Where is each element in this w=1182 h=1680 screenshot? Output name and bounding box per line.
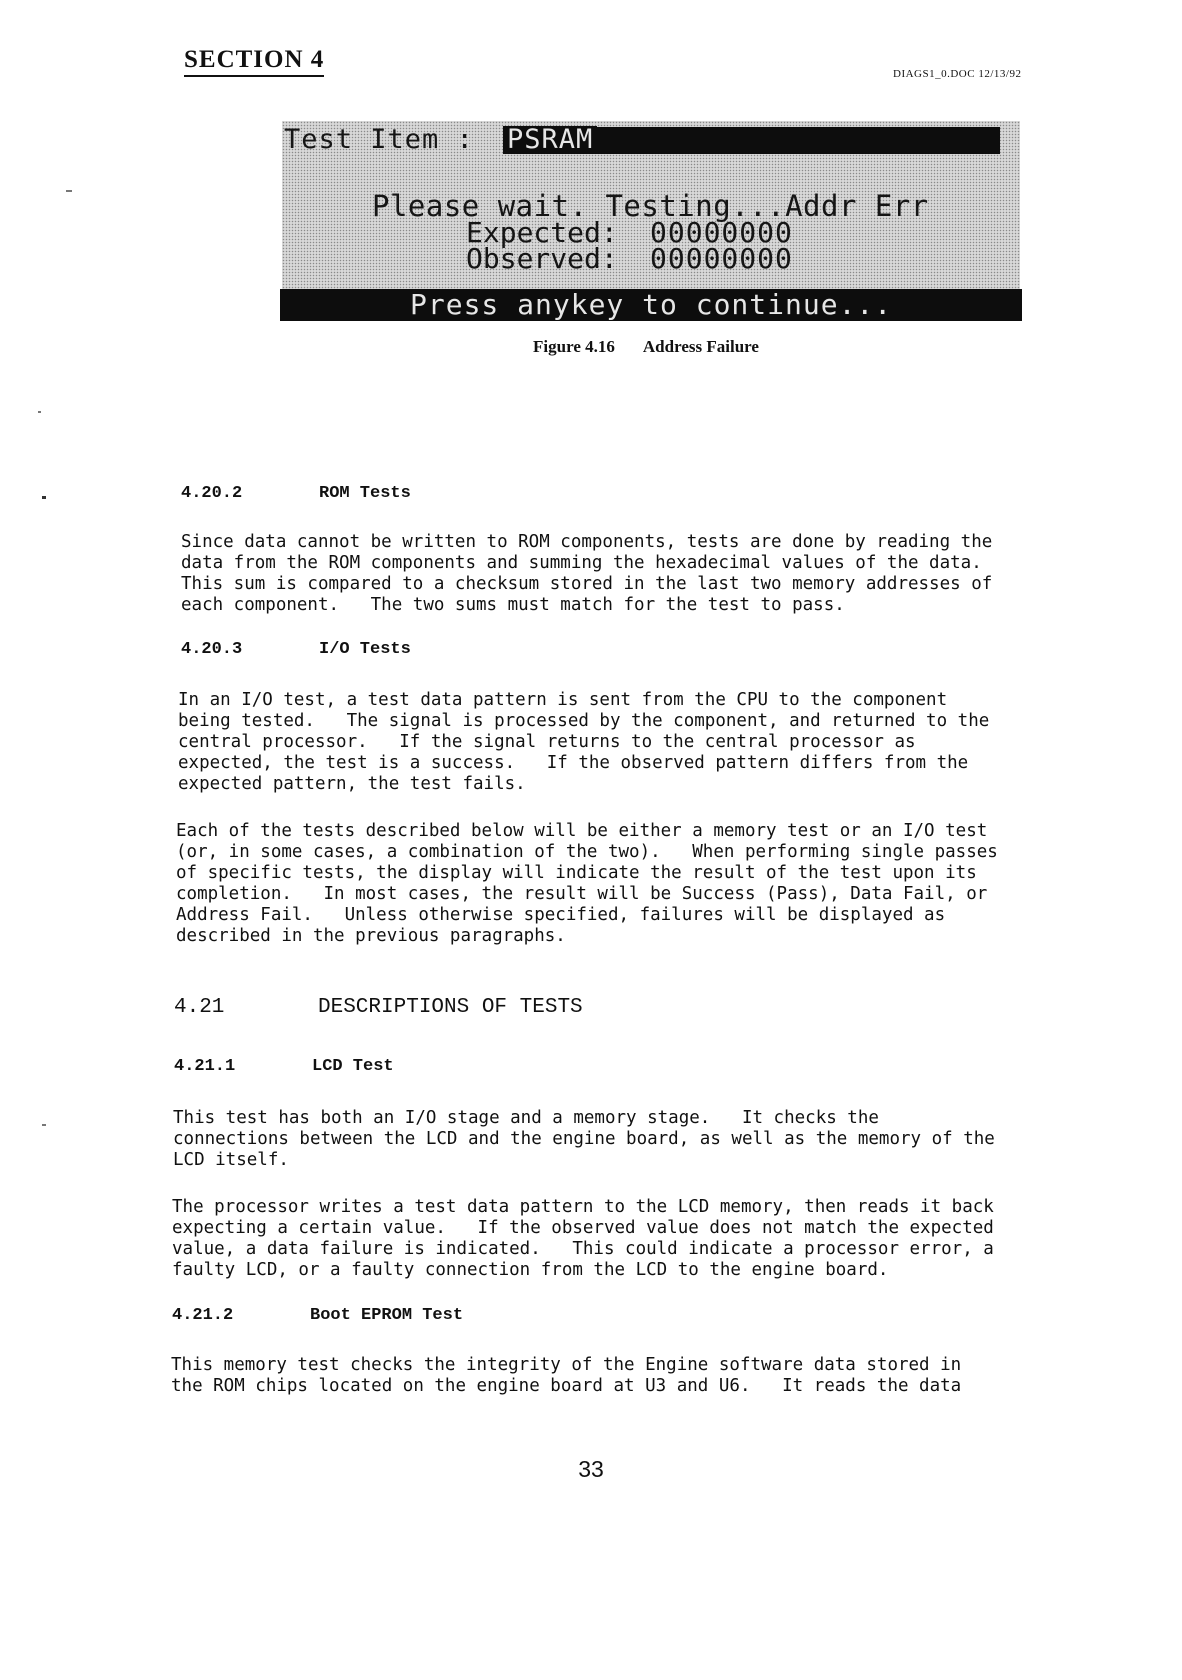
rom-tests-paragraph: Since data cannot be written to ROM components, tests are done by reading the data from the ROM components and summing the hexadecimal values of the data. This sum is compared to a checksum stored in the last two memory addresses of each component. The two sums must match for the test to pass. [181,532,993,615]
section-title: DESCRIPTIONS OF TESTS [318,996,583,1019]
observed-value: 00000000 [650,242,793,275]
scan-mark [66,190,72,192]
section-number: 4.21.2 [172,1306,234,1325]
lcd-test-paragraph-2: The processor writes a test data pattern to the LCD memory, then reads it back expecting a certain value. If the observed value does not match the expected value, a data failure is indicated. This could indicate a processor error, a faulty LCD, or a faulty connection from the LCD to the engine board. [172,1197,994,1280]
scan-mark [42,1124,46,1126]
lcd-test-heading [174,1057,394,1076]
section-title: I/O Tests [319,640,411,659]
boot-eprom-paragraph: This memory test checks the integrity of the Engine software data stored in the ROM chips located on the engine board at U3 and U6. It reads the data [171,1355,962,1396]
section-number: 4.21 [174,996,225,1019]
screen-footer-bar [280,289,1022,321]
section-number: 4.20.2 [181,484,243,503]
rom-tests-heading [181,484,411,503]
document-id: DIAGS1_0.DOC 12/13/92 [893,68,1022,80]
expected-value: 00000000 [650,216,793,249]
io-tests-paragraph-1: In an I/O test, a test data pattern is sent from the CPU to the component being tested. The signal is processed by the component, and returned to the central processor. If the signal returns to the central processor as expected, the test is a success. If the observed pattern differs from the expected pattern, the test fails. [178,690,990,794]
figure-caption-text: Address Failure [642,337,759,356]
io-tests-paragraph-2: Each of the tests described below will be either a memory test or an I/O test (or, in some cases, a combination of the two). When performing single passes of specific tests, the display will indicate the result of the test upon its completion. In most cases, the result will be Success (Pass), Data Fail, or Address Fail. Unless otherwise specified, failures will be displayed as described in the previous paragraphs. [176,821,998,946]
boot-eprom-heading [172,1306,463,1325]
section-number: 4.21.1 [174,1057,236,1076]
scan-mark [38,411,41,413]
observed-label: Observed: [466,242,618,275]
section-title: ROM Tests [319,484,411,503]
expected-label: Expected: [466,216,618,249]
section-title: Boot EPROM Test [310,1306,464,1325]
test-item-value: PSRAM [503,126,597,154]
section-number: 4.20.3 [181,640,243,659]
section-title: LCD Test [312,1057,394,1076]
test-item-label: Test Item : [284,124,474,155]
status-message: Please wait. Testing...Addr Err [372,189,929,223]
io-tests-heading [181,640,411,659]
diagnostic-screen-figure [282,121,1020,321]
descriptions-heading [174,996,583,1019]
screen-title-bar [282,124,1020,155]
section-heading: SECTION 4 [184,46,324,77]
figure-caption [0,337,1182,357]
page-number: 33 [578,1456,604,1482]
lcd-test-paragraph-1: This test has both an I/O stage and a memory stage. It checks the connections between the LCD and the engine board, as well as the memory of the LCD itself. [173,1108,995,1170]
scan-mark [42,496,46,499]
title-bar-fill [574,127,1000,154]
continue-prompt: Press anykey to continue... [410,288,893,321]
figure-number: Figure 4.16 [533,337,615,356]
